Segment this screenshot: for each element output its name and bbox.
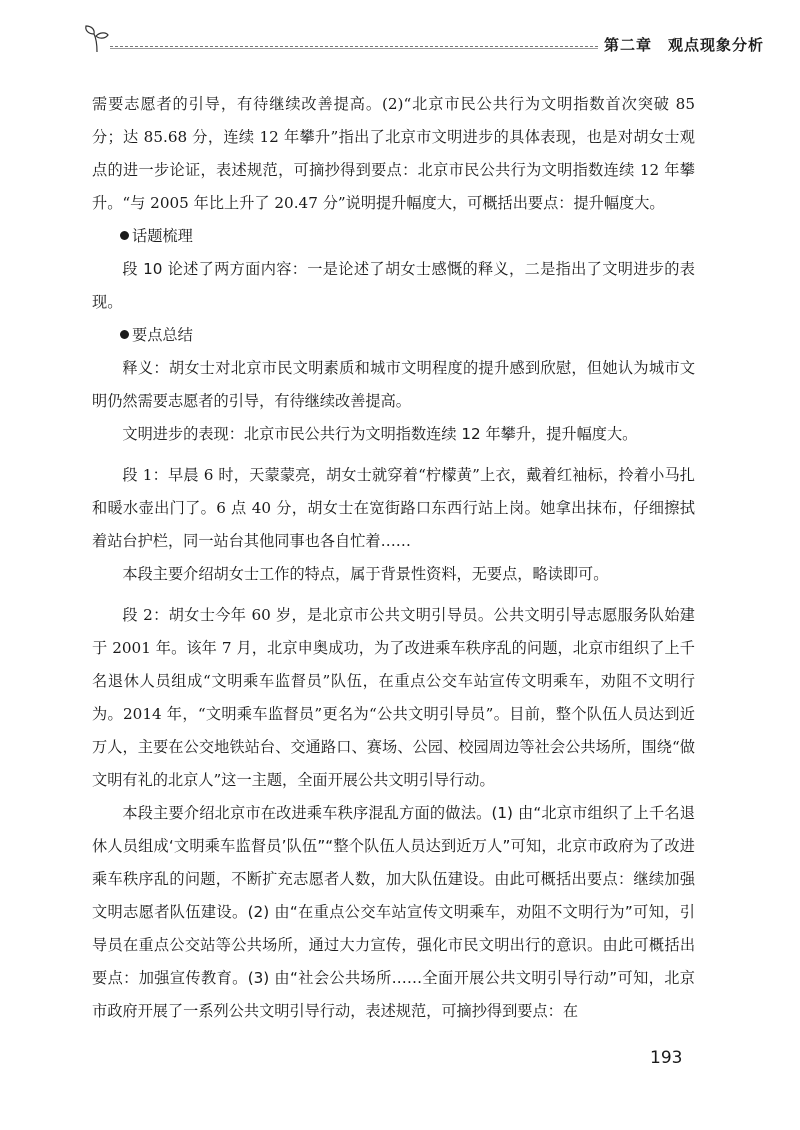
paragraph: 本段主要介绍北京市在改进乘车秩序混乱方面的做法。(1) 由“北京市组织了上千名退休人员组成‘文明乘车监督员’队伍”“整个队伍人员达到近万人”可知，北京市政府为了改进乘车秩序乱的问题，不断扩充志愿者人数，加大队伍建设。由此可概括出要点：继续加强文明志愿者队伍建设。(2) 由“在重点公交车站宣传文明乘车，劝阻不文明行为”可知，引导员在重点公交站等公共场所，通过大力宣传，强化市民文明出行的意识。由此可概括出要点：加强宣传教育。(3) 由“社会公共场所……全面开展公共文明引导行动”可知，北京市政府开展了一系列公共文明引导行动，表述规范，可摘抄得到要点：在 <box>92 804 695 1020</box>
page-header <box>84 22 765 58</box>
section-heading: 要点总结 <box>92 319 695 352</box>
paragraph: 段 2：胡女士今年 60 岁，是北京市公共文明引导员。公共文明引导志愿服务队始建于 2001 年。该年 7 月，北京申奥成功，为了改进乘车秩序乱的问题，北京市组织了上千名退休人员组成“文明乘车监督员”队伍，在重点公交车站宣传文明乘车，劝阻不文明行为。2014 年，“文明乘车监督员”更名为“公共文明引导员”。目前，整个队伍人员达到近万人，主要在公交地铁站台、交通路口、赛场、公园、校园周边等社会公共场所，围绕“做文明有礼的北京人”这一主题，全面开展公共文明引导行动。 <box>92 606 695 789</box>
bullet-icon <box>120 231 129 240</box>
leaf-ornament-icon <box>84 24 110 54</box>
paragraph: 段 1：早晨 6 时，天蒙蒙亮，胡女士就穿着“柠檬黄”上衣，戴着红袖标，拎着小马扎和暖水壶出门了。6 点 40 分，胡女士在宽街路口东西行站上岗。她拿出抹布，仔细擦拭着站台护栏，同一站台其他同事也各自忙着…… <box>92 466 695 550</box>
paragraph: 需要志愿者的引导，有待继续改善提高。(2)“北京市民公共行为文明指数首次突破 85 分；达 85.68 分，连续 12 年攀升”指出了北京市文明进步的具体表现，也是对胡女士观点的进一步论证，表述规范，可摘抄得到要点：北京市民公共行为文明指数连续 12 年攀升。“与 2005 年比上升了 20.47 分”说明提升幅度大，可概括出要点：提升幅度大。 <box>92 95 695 212</box>
paragraph: 本段主要介绍胡女士工作的特点，属于背景性资料，无要点，略读即可。 <box>122 565 609 583</box>
chapter-title: 第二章 观点现象分析 <box>604 36 765 54</box>
section-heading: 话题梳理 <box>92 220 695 253</box>
page-body <box>92 88 695 1028</box>
header-rule <box>110 46 598 47</box>
page-number: 193 <box>650 1048 683 1068</box>
paragraph: 释义：胡女士对北京市民文明素质和城市文明程度的提升感到欣慰，但她认为城市文明仍然需要志愿者的引导，有待继续改善提高。 <box>92 359 695 410</box>
paragraph: 文明进步的表现：北京市民公共行为文明指数连续 12 年攀升，提升幅度大。 <box>122 425 638 443</box>
header-rule-solid <box>110 48 598 49</box>
paragraph: 段 10 论述了两方面内容：一是论述了胡女士感慨的释义，二是指出了文明进步的表现。 <box>92 260 695 311</box>
bullet-icon <box>120 330 129 339</box>
